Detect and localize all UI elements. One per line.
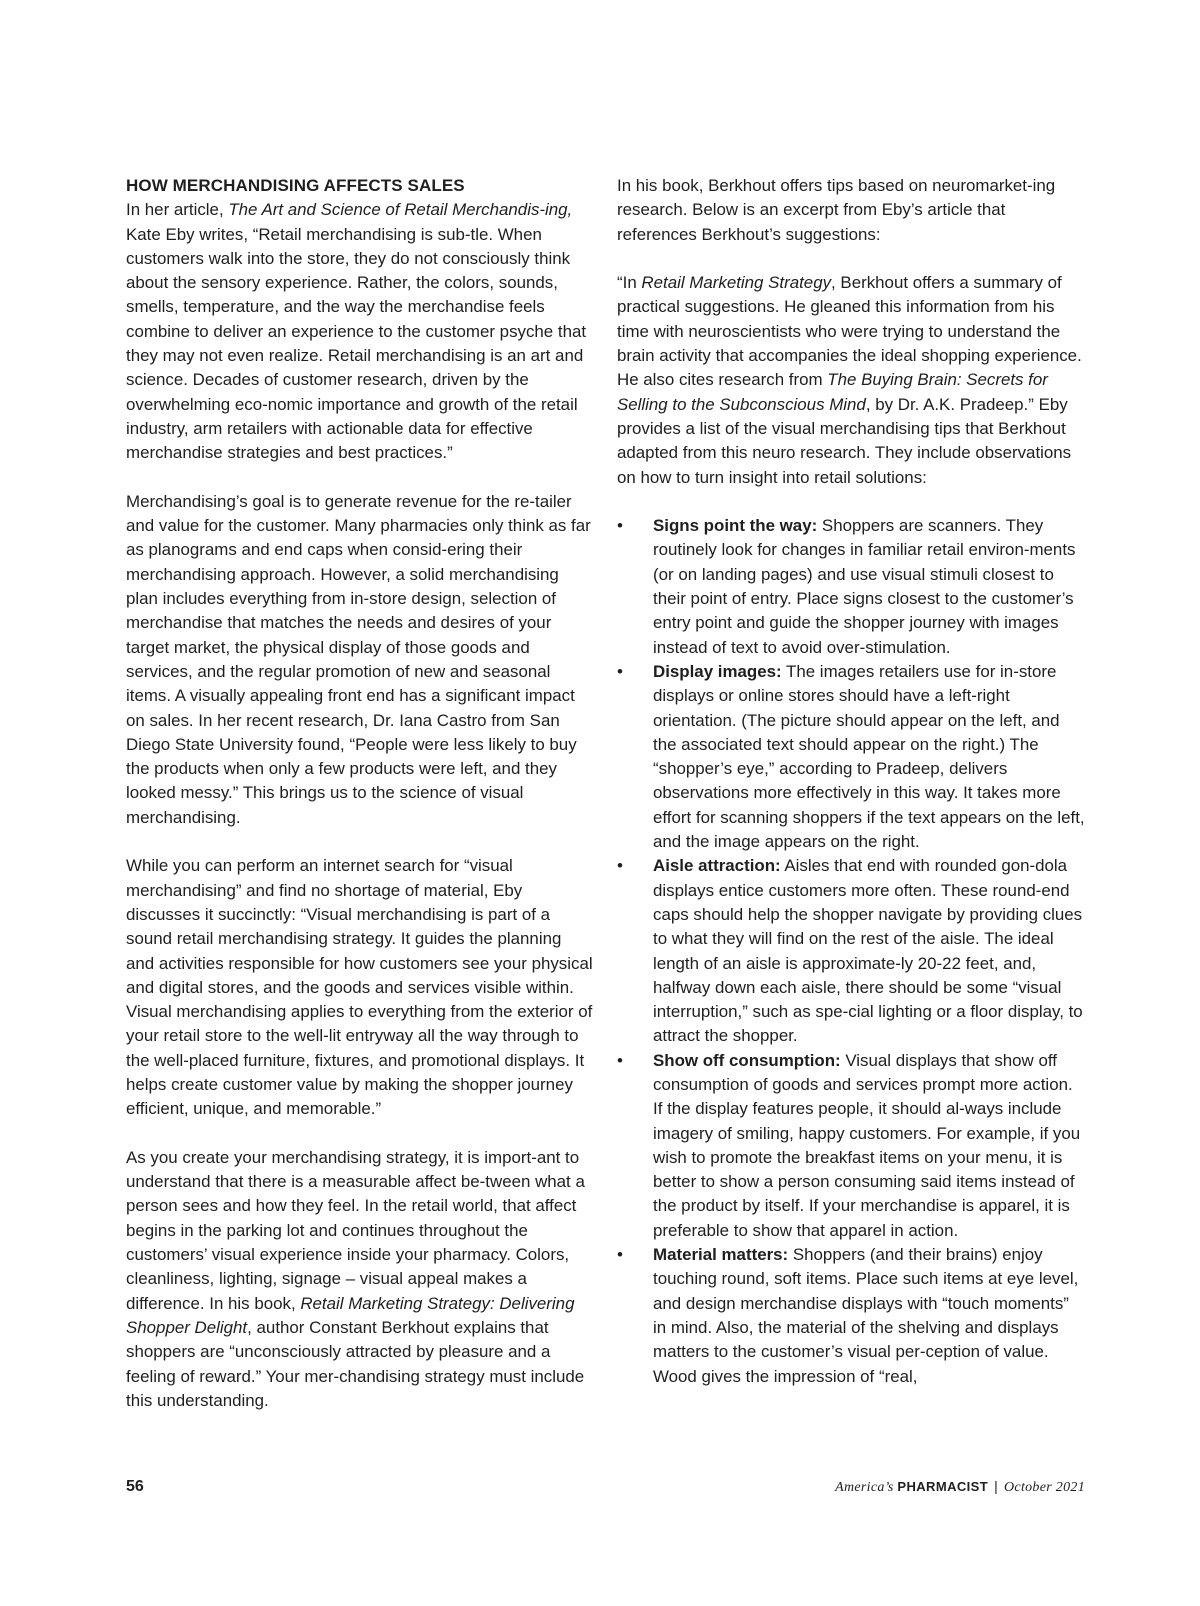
book-title: The Buying Brain: Secrets for Selling to the Subconscious Mind — [617, 370, 1048, 414]
tip-lead: Signs point the way: — [653, 516, 818, 536]
paragraph-text: “In — [617, 273, 642, 293]
paragraph-text: , by Dr. A.K. Pradeep.” Eby provides a list of the visual merchandising tips that Berkhout adapted from this neuro research. They include observations on how to turn insight into retail solutions: — [617, 394, 1072, 487]
bullet-icon: • — [617, 1050, 623, 1070]
tip-text: Aisles that end with rounded gon-dola displays entice customers more often. These round-end caps should help the shopper navigate by providing clues to what they will find on the rest of the aisle. The ideal length of an aisle is approximate-ly 20-22 feet, and, halfway down each aisle, there should be some “visual interruption,” such as spe-cial lighting or a floor display, to attract the shopper. — [653, 856, 1083, 1046]
tip-lead: Material matters: — [653, 1245, 789, 1265]
paragraph-visual-merchandising: While you can perform an internet search for “visual merchandising” and find no shortage of material, Eby discusses it succinctly: “Visual merchandising is part of a sound retail merchandising strategy. It guides the planning and activities responsible for how customers see your physical and digital stores, and the goods and services visible within. Visual merchandising applies to everything from the exterior of your retail store to the well-lit entryway all the way through to the well-placed furniture, fixtures, and promotional displays. It helps create customer value by making the shopper journey efficient, unique, and memorable.” — [126, 856, 593, 1119]
paragraph-berkhout-tips: In his book, Berkhout offers tips based on neuromarket-ing research. Below is an excerpt from Eby’s article that references Berkhout’s suggestions: — [617, 176, 1056, 244]
tip-text: Shoppers are scanners. They routinely look for changes in familiar retail environ-ments (or on landing pages) and use visual stimuli closest to their point of entry. Place signs closest to the customer’s entry point and guide the shopper journey with images instead of text to avoid over-stimulation. — [653, 516, 1076, 657]
paragraph-text: As you create your merchandising strategy, it is import-ant to understand that there is a measurable affect be-tween what a person sees and how they feel. In the retail world, that affect begins in the parking lot and continues throughout the customers’ visual experience inside your pharmacy. Colors, cleanliness, lighting, signage – visual appeal makes a difference. In his book, — [126, 1147, 585, 1313]
right-column — [617, 174, 1085, 1389]
list-item — [617, 1049, 1085, 1243]
list-item — [617, 660, 1085, 854]
bullet-icon: • — [617, 516, 623, 536]
tip-lead: Display images: — [653, 661, 782, 681]
bullet-icon: • — [617, 661, 623, 681]
publication-prefix: America’s — [835, 1480, 894, 1495]
footer-separator: | — [994, 1478, 999, 1494]
book-title: Retail Marketing Strategy — [641, 273, 832, 293]
paragraph-text: In her article, — [126, 200, 229, 220]
tip-text: Shoppers (and their brains) enjoy touching round, soft items. Place such items at eye level, and design merchandise displays with “touch moments” in mind. Also, the material of the shelving and displays matters to the customer’s visual per-ception of value. Wood gives the impression of “real, — [653, 1245, 1079, 1386]
paragraph-excerpt — [617, 271, 1085, 490]
list-item — [617, 1243, 1085, 1389]
issue-date: October 2021 — [1004, 1480, 1085, 1495]
tip-text: Visual displays that show off consumption of goods and services prompt more action. If the display features people, it should al-ways include imagery of smiling, happy customers. For example, if you wish to promote the breakfast items on your menu, it is better to show a person consuming said items instead of the product by itself. If your merchandise is apparel, it is preferable to show that apparel in action. — [653, 1050, 1081, 1240]
page-number: 56 — [126, 1478, 144, 1495]
left-column — [126, 174, 594, 1413]
paragraph-text: Kate Eby writes, “Retail merchandising is sub-tle. When customers walk into the store, they do not consciously think about the sensory experience. Rather, the colors, sounds, smells, temperature, and the way the merchandise feels combine to deliver an experience to the customer psyche that they may not even realize. Retail merchandising is an art and science. Decades of customer research, driven by the overwhelming eco-nomic importance and growth of the retail industry, arm retailers with actionable data for effective merchandise strategies and best practices.” — [126, 224, 587, 463]
tips-list — [617, 514, 1085, 1389]
publication-footer — [835, 1478, 1085, 1502]
bullet-icon: • — [617, 856, 623, 876]
list-item — [617, 514, 1085, 660]
section-heading: HOW MERCHANDISING AFFECTS SALES — [126, 176, 465, 195]
article-title: The Art and Science of Retail Merchandis-ing, — [228, 200, 573, 220]
tip-text: The images retailers use for in-store displays or online stores should have a left-right orientation. (The picture should appear on the left, and the associated text should appear on the right.) The “shopper’s eye,” according to Pradeep, delivers observations more effectively in this way. It takes more effort for scanning shoppers if the text appears on the left, and the image appears on the right. — [653, 661, 1085, 852]
list-item — [617, 854, 1085, 1048]
tip-lead: Show off consumption: — [653, 1050, 841, 1070]
tip-lead: Aisle attraction: — [653, 856, 781, 876]
book-title: Retail Marketing Strategy: Delivering Shopper Delight — [126, 1293, 575, 1337]
paragraph-eby-quote — [126, 198, 594, 465]
paragraph-merchandising-goal: Merchandising’s goal is to generate revenue for the re-tailer and value for the customer. Many pharmacies only think as far as planograms and end caps when consid-ering their merchandising approach. However, a solid merchandising plan includes everything from in-store design, selection of merchandise that matches the needs and desires of your target market, the physical display of those goods and services, and the regular promotion of new and seasonal items. A visually appealing front end has a significant impact on sales. In her recent research, Dr. Iana Castro from San Diego State University found, “People were less likely to buy the products when only a few products were left, and they looked messy.” This brings us to the science of visual merchandising. — [126, 491, 591, 827]
paragraph-strategy — [126, 1146, 594, 1413]
paragraph-text: , Berkhout offers a summary of practical suggestions. He gleaned this information from his time with neuroscientists who were trying to understand the brain activity that accompanies the ideal shopping experience. He also cites research from — [617, 273, 1082, 390]
publication-name: PHARMACIST — [897, 1479, 989, 1494]
paragraph-text: , author Constant Berkhout explains that shoppers are “unconsciously attracted by pleasure and a feeling of reward.” Your mer-chandising strategy must include this understanding. — [126, 1317, 585, 1410]
bullet-icon: • — [617, 1245, 623, 1265]
